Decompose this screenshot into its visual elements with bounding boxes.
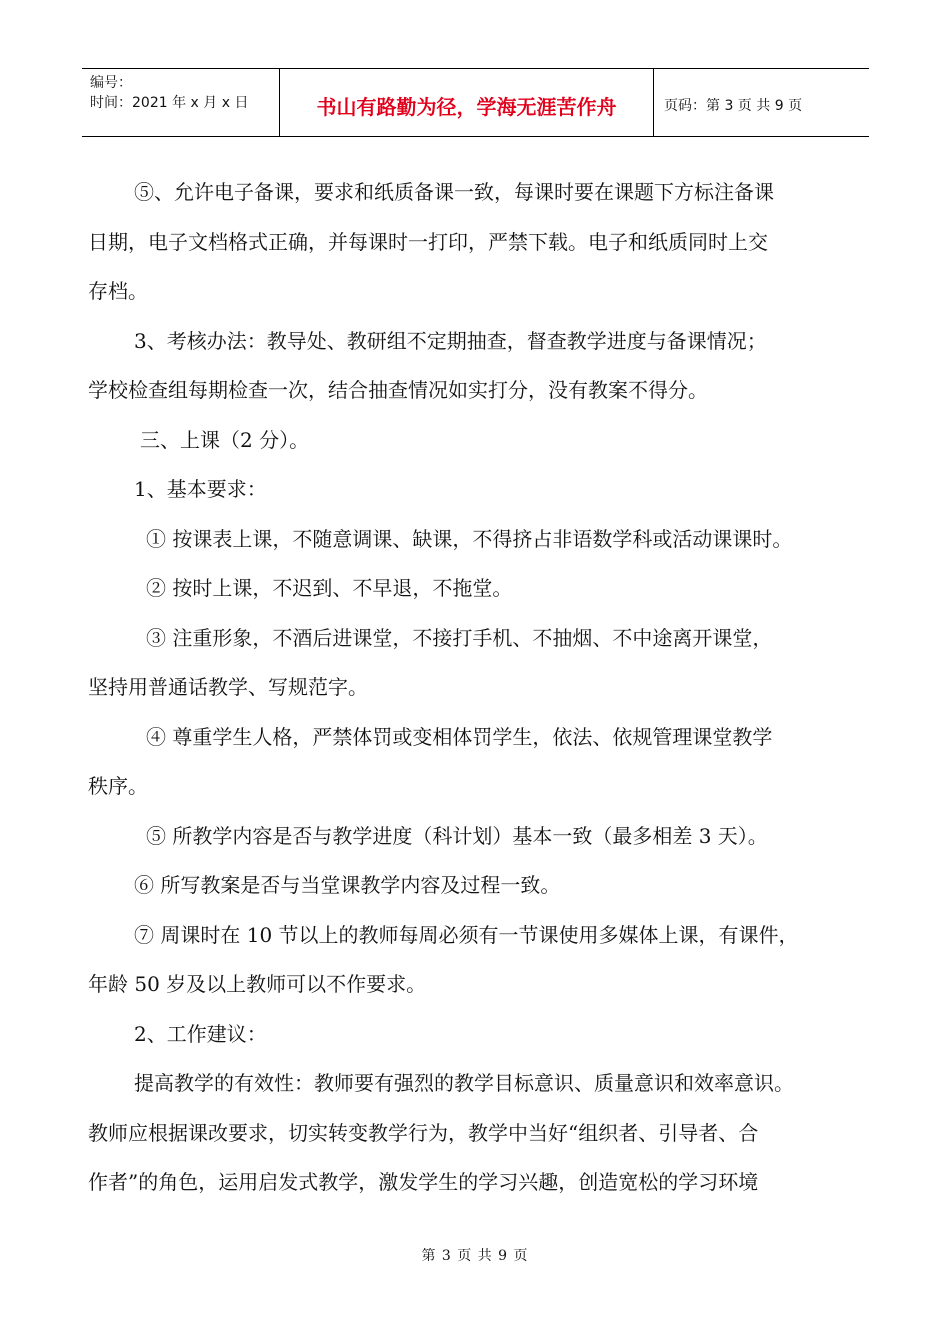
body-line: ⑤、允许电子备课，要求和纸质备课一致，每课时要在课题下方标注备课 bbox=[134, 180, 774, 204]
body-line: 日期，电子文档格式正确，并每课时一打印，严禁下载。电子和纸质同时上交 bbox=[88, 229, 768, 254]
body-line: ② 按时上课，不迟到、不早退，不拖堂。 bbox=[146, 576, 513, 600]
body-line: 秩序。 bbox=[88, 774, 148, 798]
body-line: 3、考核办法：教导处、教研组不定期抽查，督查教学进度与备课情况； bbox=[134, 328, 767, 353]
body-line: 提高教学的有效性：教师要有强烈的教学目标意识、质量意识和效率意识。 bbox=[134, 1071, 794, 1095]
document-date-label: 时间：2021 年 x 月 x 日 bbox=[90, 95, 249, 111]
document-body bbox=[88, 168, 880, 1208]
body-line: ⑥ 所写教案是否与当堂课教学内容及过程一致。 bbox=[134, 873, 561, 897]
subsection-heading: 1、基本要求： bbox=[134, 477, 267, 501]
subsection-heading: 2、工作建议： bbox=[134, 1021, 267, 1046]
body-line: 学校检查组每期检查一次，结合抽查情况如实打分，没有教案不得分。 bbox=[88, 378, 708, 402]
body-line: ④ 尊重学生人格，严禁体罚或变相体罚学生，依法、依规管理课堂教学 bbox=[146, 724, 773, 749]
page-footer: 第 3 页 共 9 页 bbox=[421, 1248, 529, 1264]
body-line: ⑤ 所教学内容是否与教学进度（科计划）基本一致（最多相差 3 天）。 bbox=[146, 823, 768, 848]
body-line: 作者”的角色，运用启发式教学，激发学生的学习兴趣，创造宽松的学习环境 bbox=[88, 1170, 759, 1194]
body-line: 坚持用普通话教学、写规范字。 bbox=[88, 675, 368, 699]
body-line: ① 按课表上课，不随意调课、缺课，不得挤占非语数学科或活动课课时。 bbox=[146, 526, 793, 551]
document-number-label: 编号： bbox=[90, 75, 132, 91]
header-page-info: 页码：第 3 页 共 9 页 bbox=[664, 97, 803, 114]
body-line: ③ 注重形象，不酒后进课堂，不接打手机、不抽烟、不中途离开课堂， bbox=[146, 625, 773, 650]
header-motto: 书山有路勤为径，学海无涯苦作舟 bbox=[280, 69, 654, 136]
section-heading: 三、上课（2 分）。 bbox=[140, 427, 310, 452]
page-header bbox=[82, 68, 869, 137]
body-line: 存档。 bbox=[88, 279, 148, 303]
body-line: 教师应根据课改要求，切实转变教学行为，教学中当好“组织者、引导者、合 bbox=[88, 1120, 759, 1145]
body-line: 年龄 50 岁及以上教师可以不作要求。 bbox=[88, 972, 427, 996]
header-meta bbox=[82, 69, 280, 136]
body-line: ⑦ 周课时在 10 节以上的教师每周必须有一节课使用多媒体上课，有课件， bbox=[134, 922, 799, 947]
